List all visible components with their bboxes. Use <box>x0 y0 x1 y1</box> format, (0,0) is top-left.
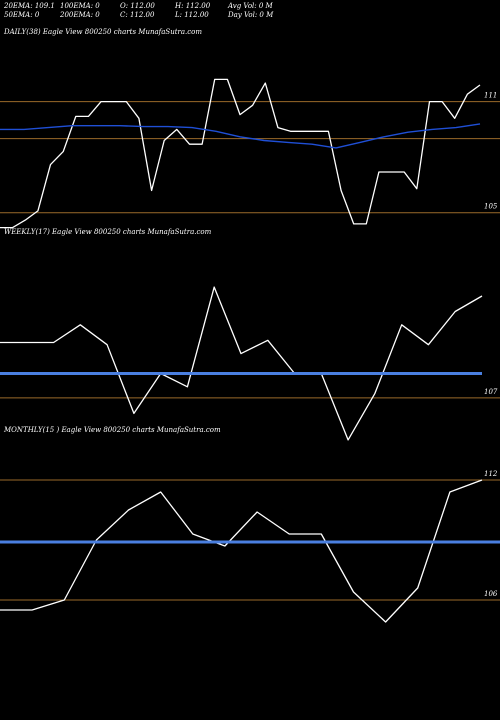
stat-20ema: 20EMA: 109.1 <box>4 2 55 10</box>
y-tick-label-0: 112 <box>484 470 498 478</box>
daily-panel-label: DAILY(38) Eagle View 800250 charts MunafaSutra.com <box>4 28 203 36</box>
stat-low: L: 112.00 <box>175 11 209 19</box>
stat-high: H: 112.00 <box>175 2 211 10</box>
stat-close: C: 112.00 <box>120 11 155 19</box>
monthly-panel-label: MONTHLY(15 ) Eagle View 800250 charts MunafaSutra.com <box>4 426 221 434</box>
y-tick-label-0: 107 <box>484 387 498 396</box>
stat-day-vol: Day Vol: 0 M <box>228 11 274 19</box>
stat-avg-vol: Avg Vol: 0 M <box>228 2 273 10</box>
stat-open: O: 112.00 <box>120 2 155 10</box>
y-tick-label-0: 111 <box>484 91 498 100</box>
stat-200ema: 200EMA: 0 <box>60 11 100 19</box>
stat-50ema: 50EMA: 0 <box>4 11 40 19</box>
y-tick-label-1: 105 <box>484 202 498 211</box>
stat-100ema: 100EMA: 0 <box>60 2 100 10</box>
weekly-panel-label: WEEKLY(17) Eagle View 800250 charts MunafaSutra.com <box>4 228 212 236</box>
y-tick-label-1: 106 <box>484 590 498 598</box>
